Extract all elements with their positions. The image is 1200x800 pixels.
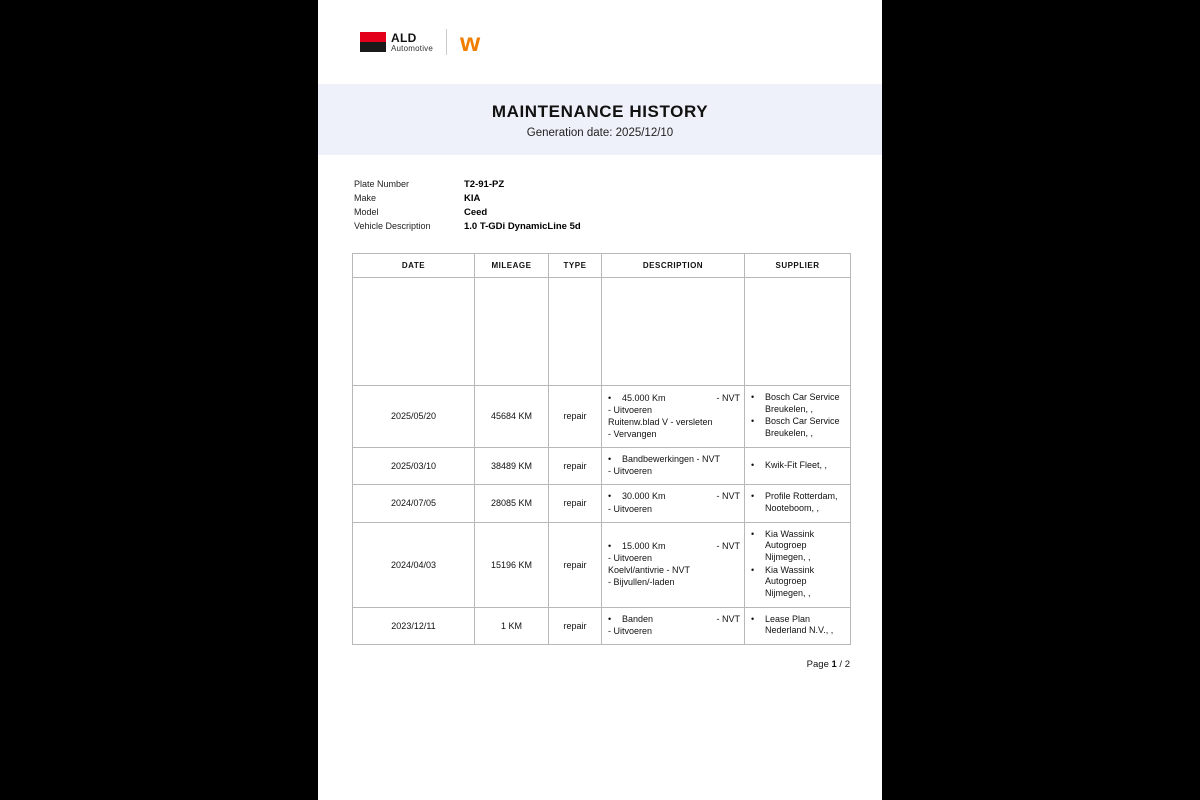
vehicle-info-row bbox=[354, 219, 581, 233]
table-row bbox=[353, 607, 851, 644]
vehicle-info-value: T2-91-PZ bbox=[464, 178, 505, 190]
cell-date: 2023/12/11 bbox=[353, 607, 475, 644]
cell-supplier bbox=[745, 607, 851, 644]
table-spacer-row bbox=[353, 278, 851, 386]
description-bullet-list bbox=[606, 491, 740, 503]
cell-date: 2025/05/20 bbox=[353, 386, 475, 448]
supplier-bullet: • Kwik-Fit Fleet, , bbox=[749, 460, 846, 472]
document-page bbox=[318, 0, 882, 800]
description-bullet-tail: - NVT bbox=[716, 491, 740, 502]
vehicle-info bbox=[318, 155, 882, 233]
description-line: - Uitvoeren bbox=[608, 553, 653, 564]
cell-date: 2024/04/03 bbox=[353, 522, 475, 607]
cell-description bbox=[602, 447, 745, 484]
description-line: - Uitvoeren bbox=[608, 466, 653, 477]
description-line: Ruitenw.blad V - versleten bbox=[608, 416, 713, 427]
page-footer bbox=[318, 645, 882, 670]
vehicle-info-label: Make bbox=[354, 192, 377, 203]
description-line: - Vervangen bbox=[608, 428, 657, 439]
table-row bbox=[353, 522, 851, 607]
description-bullet-text: • 30.000 Km bbox=[622, 491, 666, 502]
footer-page-suffix: / 2 bbox=[836, 659, 850, 670]
description-bullet-tail: - NVT bbox=[716, 613, 740, 624]
vehicle-info-value: Ceed bbox=[464, 206, 488, 218]
column-header-description: DESCRIPTION bbox=[602, 254, 745, 278]
cell-mileage: 38489 KM bbox=[475, 447, 549, 484]
vehicle-info-label: Vehicle Description bbox=[354, 220, 431, 231]
supplier-bullet-list bbox=[749, 529, 846, 600]
supplier-bullet: • Kia Wassink Autogroep Nijmegen, , bbox=[749, 529, 846, 564]
cell-mileage: 28085 KM bbox=[475, 485, 549, 522]
ald-automotive-logo bbox=[360, 32, 433, 53]
vehicle-info-label: Plate Number bbox=[354, 178, 410, 189]
description-bullet-text: • 15.000 Km bbox=[622, 540, 666, 551]
table-row bbox=[353, 386, 851, 448]
logo-divider bbox=[446, 29, 447, 55]
supplier-bullet: • Bosch Car Service Breukelen, , bbox=[749, 416, 846, 439]
ald-logo-line2: Automotive bbox=[391, 43, 434, 53]
description-bullet-tail: - NVT bbox=[716, 540, 740, 551]
brand-logo-group bbox=[360, 29, 477, 55]
supplier-bullet-list bbox=[749, 392, 846, 440]
description-bullet-list bbox=[606, 454, 740, 466]
cell-supplier bbox=[745, 386, 851, 448]
description-bullet-text: • Banden bbox=[622, 613, 654, 624]
table-row bbox=[353, 447, 851, 484]
cell-mileage: 15196 KM bbox=[475, 522, 549, 607]
description-line: - Uitvoeren bbox=[608, 405, 653, 416]
supplier-bullet: • Kia Wassink Autogroep Nijmegen, , bbox=[749, 565, 846, 600]
maintenance-table-wrapper bbox=[318, 233, 882, 645]
supplier-bullet: • Lease Plan Nederland N.V., , bbox=[749, 614, 846, 637]
description-bullet bbox=[606, 541, 740, 553]
vehicle-info-row bbox=[354, 205, 581, 219]
description-bullet bbox=[606, 614, 740, 626]
maintenance-history-table bbox=[352, 253, 851, 645]
table-row bbox=[353, 485, 851, 522]
vehicle-info-value: KIA bbox=[464, 192, 481, 204]
supplier-bullet: • Profile Rotterdam, Nooteboom, , bbox=[749, 491, 846, 514]
generation-date: Generation date: 2025/12/10 bbox=[526, 127, 674, 139]
cell-supplier bbox=[745, 485, 851, 522]
cell-description bbox=[602, 522, 745, 607]
cell-date: 2024/07/05 bbox=[353, 485, 475, 522]
cell-type: repair bbox=[549, 447, 602, 484]
description-bullet: • Bandbewerkingen - NVT bbox=[606, 454, 740, 466]
page-title: MAINTENANCE HISTORY bbox=[491, 102, 709, 121]
description-bullet-list bbox=[606, 614, 740, 626]
cell-description bbox=[602, 386, 745, 448]
cell-mileage: 1 KM bbox=[475, 607, 549, 644]
table-header-row bbox=[353, 254, 851, 278]
document-header bbox=[318, 0, 882, 84]
column-header-supplier: SUPPLIER bbox=[745, 254, 851, 278]
cell-mileage: 45684 KM bbox=[475, 386, 549, 448]
supplier-bullet: • Bosch Car Service Breukelen, , bbox=[749, 392, 846, 415]
cell-type: repair bbox=[549, 485, 602, 522]
column-header-date: DATE bbox=[353, 254, 475, 278]
description-line: - Uitvoeren bbox=[608, 626, 653, 637]
supplier-bullet-list bbox=[749, 614, 846, 637]
vehicle-info-value: 1.0 T-GDi DynamicLine 5d bbox=[464, 220, 581, 232]
cell-description bbox=[602, 607, 745, 644]
description-bullet bbox=[606, 491, 740, 503]
cell-type: repair bbox=[549, 522, 602, 607]
description-line: - Uitvoeren bbox=[608, 503, 653, 514]
vehicle-info-row bbox=[354, 191, 581, 205]
vehicle-info-label: Model bbox=[354, 206, 379, 217]
cell-description bbox=[602, 485, 745, 522]
ald-logo-mark-icon bbox=[360, 32, 386, 52]
vehicle-info-table bbox=[354, 177, 581, 233]
maintenance-table-body bbox=[353, 278, 851, 645]
cell-type: repair bbox=[549, 607, 602, 644]
cell-supplier bbox=[745, 447, 851, 484]
column-header-type: TYPE bbox=[549, 254, 602, 278]
ald-logo-text bbox=[391, 32, 433, 53]
description-line: Koelvl/antivrie - NVT bbox=[608, 565, 691, 576]
description-bullet-tail: - NVT bbox=[716, 392, 740, 403]
supplier-bullet-list bbox=[749, 491, 846, 514]
description-bullet-text: • 45.000 Km bbox=[622, 392, 666, 403]
description-bullet-list bbox=[606, 541, 740, 553]
description-bullet bbox=[606, 393, 740, 405]
ald-logo-line1: ALD bbox=[391, 30, 417, 45]
cell-date: 2025/03/10 bbox=[353, 447, 475, 484]
column-header-mileage: MILEAGE bbox=[475, 254, 549, 278]
title-band bbox=[318, 84, 882, 155]
vehicle-info-row bbox=[354, 177, 581, 191]
cell-type: repair bbox=[549, 386, 602, 448]
description-bullet-list bbox=[606, 393, 740, 405]
description-line: - Bijvullen/-laden bbox=[608, 576, 675, 587]
footer-page-prefix: Page bbox=[806, 659, 832, 670]
footer-current-page: 1 bbox=[831, 659, 837, 670]
cell-supplier bbox=[745, 522, 851, 607]
partner-logo-icon: w bbox=[460, 27, 478, 57]
supplier-bullet-list bbox=[749, 460, 846, 472]
